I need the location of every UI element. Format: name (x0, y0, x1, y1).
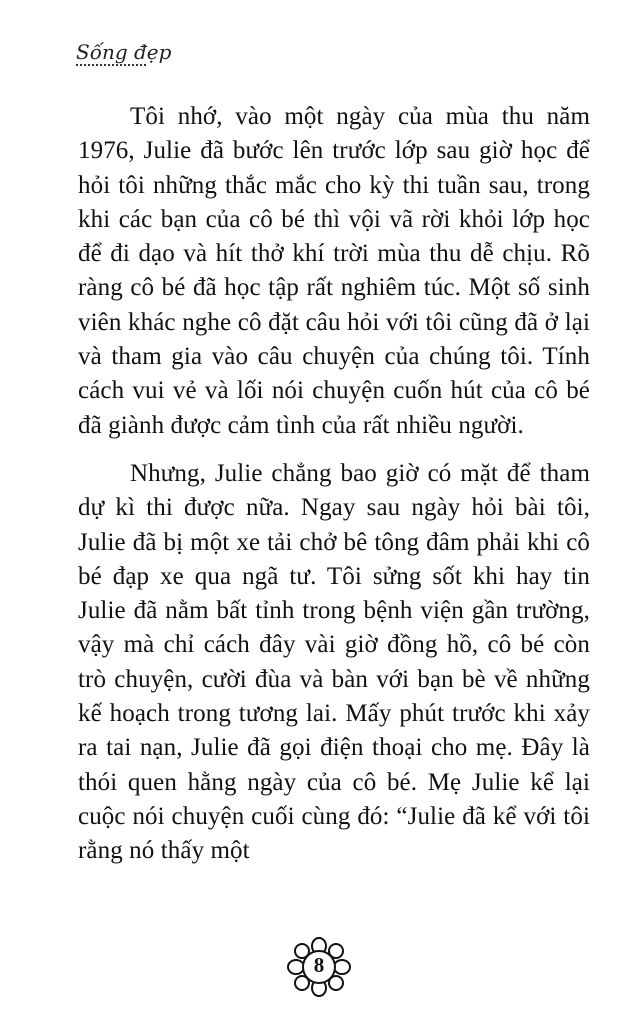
page-body (78, 100, 590, 883)
page-number: 8 (313, 953, 325, 977)
page-number-badge (284, 936, 354, 998)
running-header: Sống đẹp (76, 40, 172, 64)
paragraph-2: Nhưng, Julie chẳng bao giờ có mặt để tham dự kì thi được nữa. Ngay sau ngày hỏi bài tôi, Julie đã bị một xe tải chở bê tông đâm phải khi cô bé đạp xe qua ngã tư. Tôi sửng sốt khi hay tin Julie đã nằm bất tỉnh trong bệnh viện gần trường, vậy mà chỉ cách đây vài giờ đồng hồ, cô bé còn trò chuyện, cười đùa và bàn với bạn bè về những kế hoạch trong tương lai. Mấy phút trước khi xảy ra tai nạn, Julie đã gọi điện thoại cho mẹ. Đây là thói quen hằng ngày của cô bé. Mẹ Julie kể lại cuộc nói chuyện cuối cùng đó: “Julie đã kể với tôi rằng nó thấy một (78, 459, 590, 865)
header-underline (76, 64, 146, 66)
paragraph-1: Tôi nhớ, vào một ngày của mùa thu năm 1976, Julie đã bước lên trước lớp sau giờ học để hỏi tôi những thắc mắc cho kỳ thi tuần sau, trong khi các bạn của cô bé thì vội vã rời khỏi lớp học để đi dạo và hít thở khí trời mùa thu dễ chịu. Rõ ràng cô bé đã học tập rất nghiêm túc. Một số sinh viên khác nghe cô đặt câu hỏi với tôi cũng đã ở lại và tham gia vào câu chuyện của chúng tôi. Tính cách vui vẻ và lối nói chuyện cuốn hút của cô bé đã giành được cảm tình của rất nhiều người. (78, 103, 590, 439)
